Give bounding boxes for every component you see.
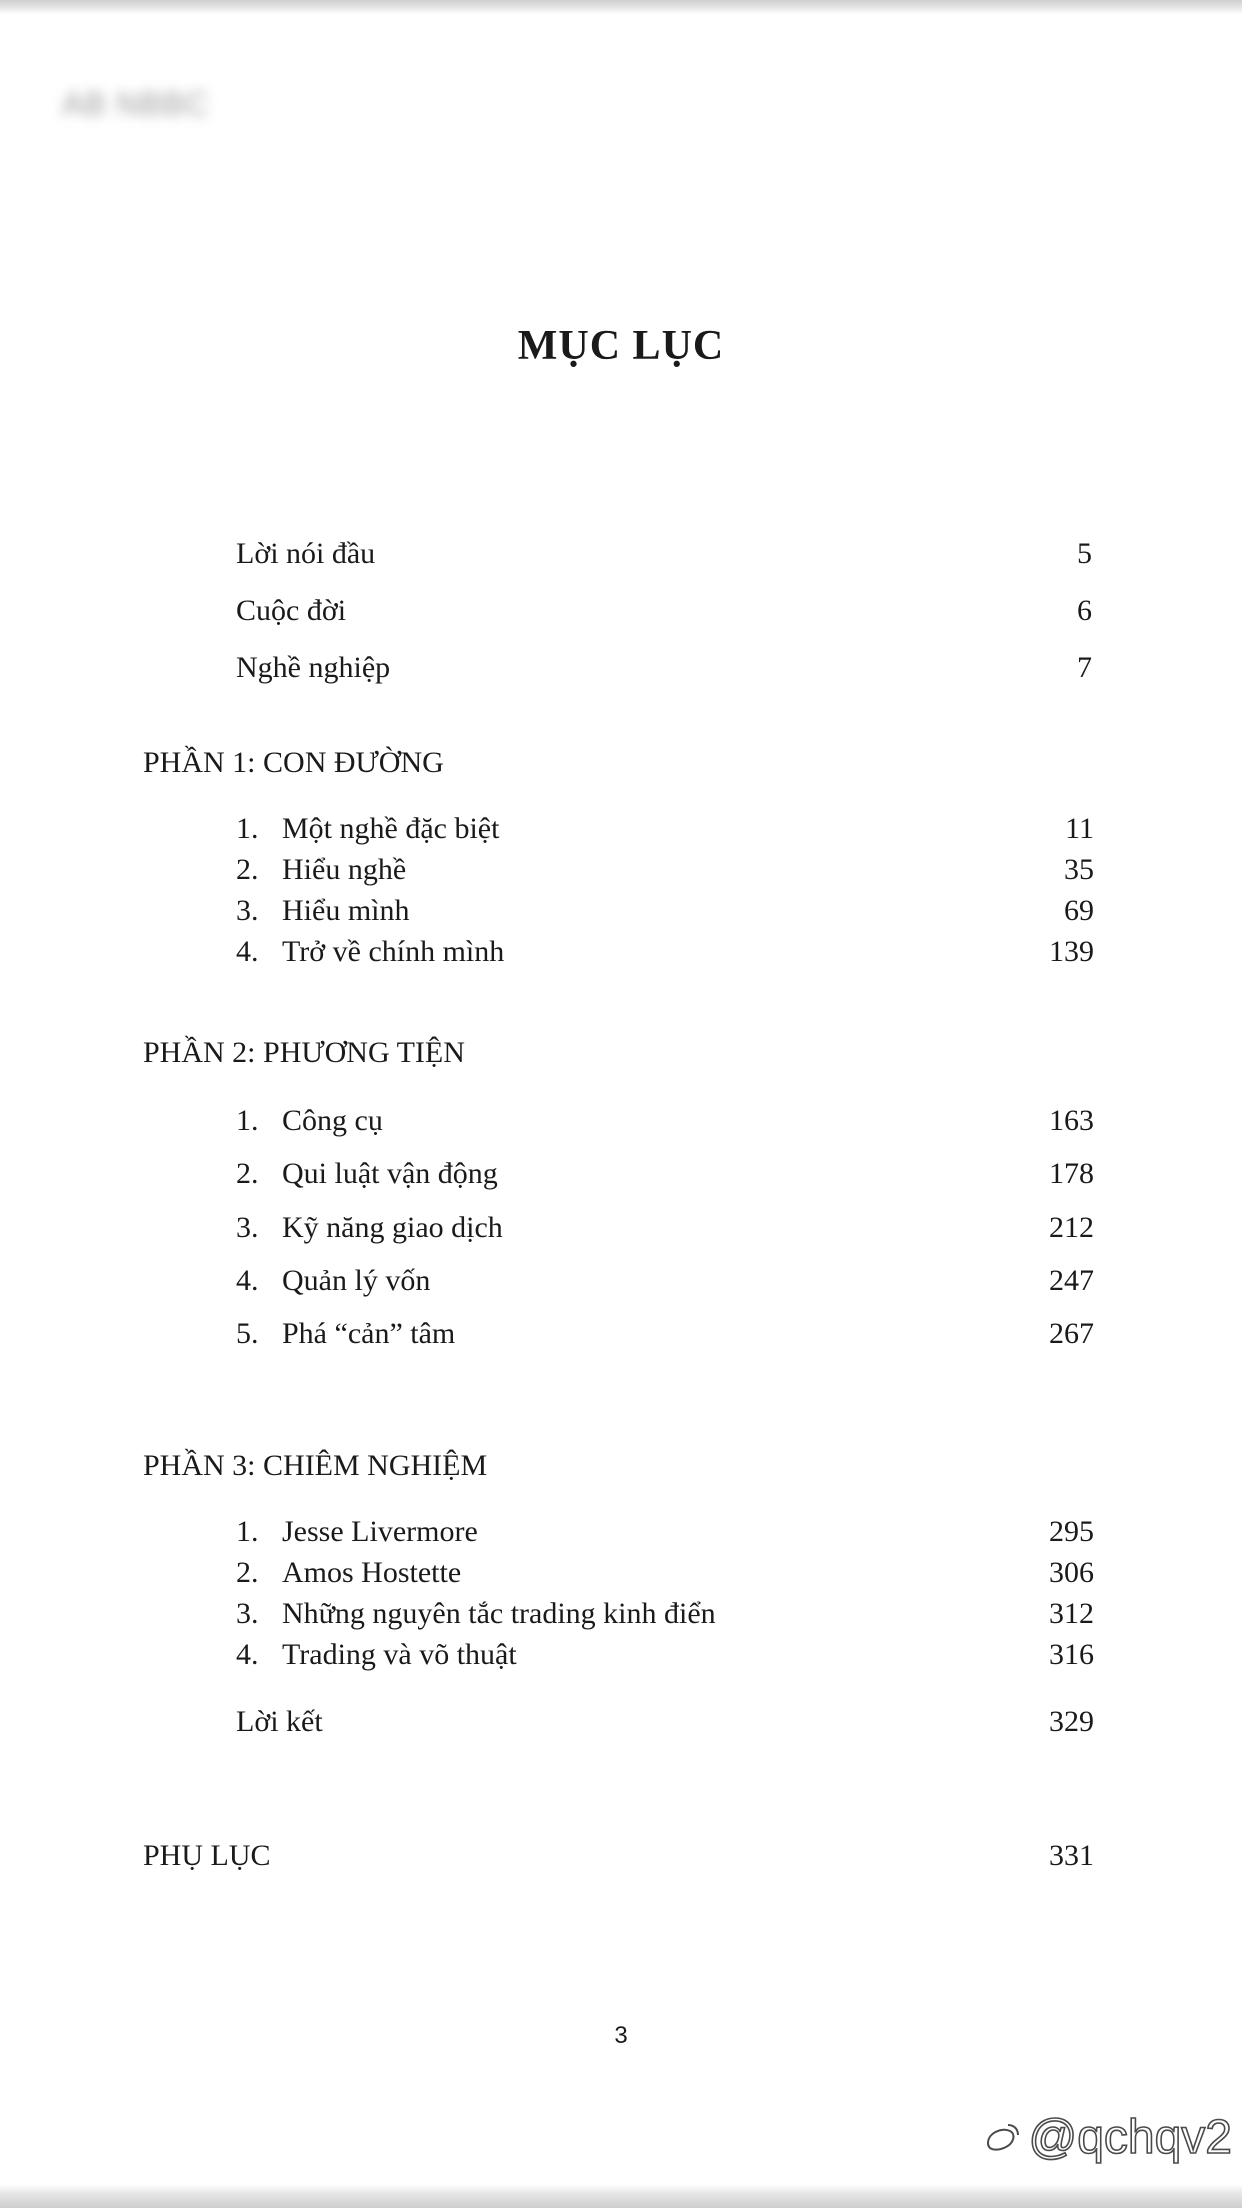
blurred-header-text: AB NBBC bbox=[62, 86, 210, 122]
item-number: 3. bbox=[236, 1211, 259, 1244]
toc-item[interactable] bbox=[236, 1157, 1094, 1197]
toc-entry-label: Lời kết bbox=[236, 1705, 323, 1738]
watermark bbox=[982, 2110, 1232, 2170]
item-page: 69 bbox=[1064, 894, 1094, 927]
toc-entry-page: 329 bbox=[1049, 1705, 1094, 1738]
item-page: 316 bbox=[1049, 1638, 1094, 1671]
scan-bottom-edge bbox=[0, 2184, 1242, 2208]
toc-item[interactable] bbox=[236, 1211, 1094, 1251]
toc-entry-label: Lời nói đầu bbox=[236, 537, 376, 570]
toc-entry-page: 331 bbox=[1049, 1839, 1094, 1872]
toc-item[interactable] bbox=[236, 1317, 1094, 1357]
item-label: Hiểu mình bbox=[282, 894, 410, 927]
part-2-heading[interactable] bbox=[143, 1036, 1043, 1076]
item-number: 3. bbox=[236, 1597, 259, 1630]
toc-item[interactable] bbox=[236, 1515, 1094, 1555]
toc-entry-page: 6 bbox=[1077, 594, 1092, 627]
item-label: Amos Hostette bbox=[282, 1556, 462, 1589]
item-label: Trở về chính mình bbox=[282, 935, 505, 968]
part-heading-text: PHẦN 3: CHIÊM NGHIỆM bbox=[143, 1449, 488, 1482]
item-number: 4. bbox=[236, 1264, 259, 1297]
toc-entry-page: 7 bbox=[1077, 651, 1092, 684]
toc-item[interactable] bbox=[236, 1597, 1094, 1637]
weibo-icon bbox=[982, 2119, 1022, 2159]
toc-item[interactable] bbox=[236, 1556, 1094, 1596]
item-label: Công cụ bbox=[282, 1104, 383, 1137]
item-page: 247 bbox=[1049, 1264, 1094, 1297]
item-number: 2. bbox=[236, 1556, 259, 1589]
item-page: 139 bbox=[1049, 935, 1094, 968]
page-number: 3 bbox=[614, 2022, 628, 2049]
item-page: 35 bbox=[1064, 853, 1094, 886]
item-number: 5. bbox=[236, 1317, 259, 1350]
watermark-text: @qchqv2 bbox=[1028, 2111, 1232, 2164]
item-page: 267 bbox=[1049, 1317, 1094, 1350]
item-page: 11 bbox=[1065, 812, 1094, 845]
toc-entry-career[interactable] bbox=[236, 651, 1092, 691]
toc-item[interactable] bbox=[236, 1264, 1094, 1304]
part-3-heading[interactable] bbox=[143, 1449, 1043, 1489]
item-page: 163 bbox=[1049, 1104, 1094, 1137]
item-number: 1. bbox=[236, 1104, 259, 1137]
item-label: Trading và võ thuật bbox=[282, 1638, 517, 1671]
item-page: 295 bbox=[1049, 1515, 1094, 1548]
item-label: Quản lý vốn bbox=[282, 1264, 431, 1297]
item-number: 1. bbox=[236, 812, 259, 845]
toc-item[interactable] bbox=[236, 812, 1094, 852]
page-title: MỤC LỤC bbox=[517, 323, 725, 369]
toc-item[interactable] bbox=[236, 1638, 1094, 1678]
item-page: 312 bbox=[1049, 1597, 1094, 1630]
toc-entry-foreword[interactable] bbox=[236, 537, 1092, 577]
item-label: Qui luật vận động bbox=[282, 1157, 498, 1190]
item-number: 2. bbox=[236, 853, 259, 886]
item-number: 3. bbox=[236, 894, 259, 927]
item-label: Jesse Livermore bbox=[282, 1515, 478, 1548]
item-label: Những nguyên tắc trading kinh điển bbox=[282, 1597, 716, 1630]
part-1-heading[interactable] bbox=[143, 746, 1043, 786]
toc-entry-closing[interactable] bbox=[236, 1705, 1094, 1745]
item-page: 306 bbox=[1049, 1556, 1094, 1589]
item-number: 2. bbox=[236, 1157, 259, 1190]
item-page: 212 bbox=[1049, 1211, 1094, 1244]
toc-item[interactable] bbox=[236, 935, 1094, 975]
toc-entry-appendix[interactable] bbox=[143, 1839, 1094, 1879]
item-number: 4. bbox=[236, 935, 259, 968]
item-label: Phá “cản” tâm bbox=[282, 1317, 456, 1350]
toc-entry-life[interactable] bbox=[236, 594, 1092, 634]
toc-entry-label: Nghề nghiệp bbox=[236, 651, 391, 684]
item-page: 178 bbox=[1049, 1157, 1094, 1190]
item-number: 4. bbox=[236, 1638, 259, 1671]
toc-item[interactable] bbox=[236, 894, 1094, 934]
item-label: Một nghề đặc biệt bbox=[282, 812, 500, 845]
item-label: Kỹ năng giao dịch bbox=[282, 1211, 503, 1244]
toc-entry-label: Cuộc đời bbox=[236, 594, 347, 627]
item-number: 1. bbox=[236, 1515, 259, 1548]
toc-entry-page: 5 bbox=[1077, 537, 1092, 570]
toc-item[interactable] bbox=[236, 1104, 1094, 1144]
scan-top-edge bbox=[0, 0, 1242, 14]
toc-item[interactable] bbox=[236, 853, 1094, 893]
part-heading-text: PHẦN 2: PHƯƠNG TIỆN bbox=[143, 1036, 465, 1069]
toc-entry-label: PHỤ LỤC bbox=[143, 1839, 271, 1872]
item-label: Hiểu nghề bbox=[282, 853, 407, 886]
part-heading-text: PHẦN 1: CON ĐƯỜNG bbox=[143, 746, 444, 779]
